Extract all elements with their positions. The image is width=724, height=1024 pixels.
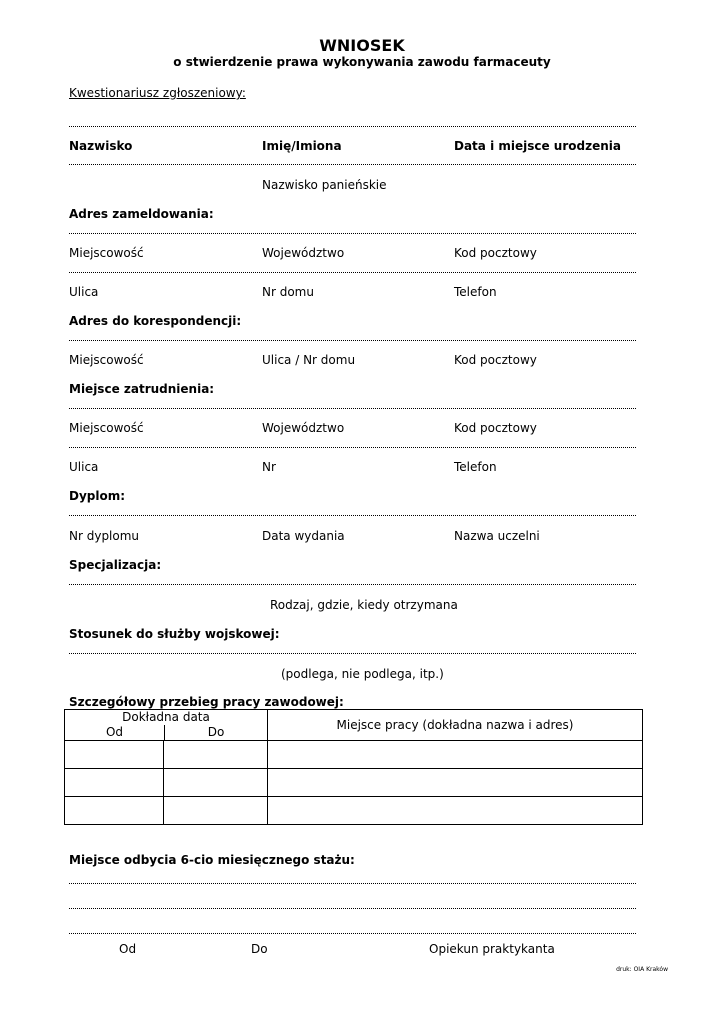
internship-heading: Miejsce odbycia 6-cio miesięcznego stażu:: [69, 853, 355, 867]
from-cell[interactable]: [65, 741, 164, 769]
diploma-date-label: Data wydania: [262, 529, 345, 543]
diploma-heading: Dyplom:: [69, 489, 126, 503]
registered-address-heading: Adres zameldowania:: [69, 207, 214, 221]
place-cell[interactable]: [268, 741, 643, 769]
workplace-province-label: Województwo: [262, 421, 345, 435]
internship-line-3[interactable]: [69, 933, 636, 934]
correspondence-heading: Adres do korespondencji:: [69, 314, 242, 328]
specialization-line[interactable]: [69, 584, 636, 585]
workplace-phone-label: Telefon: [454, 460, 497, 474]
date-header-cell: [65, 710, 268, 741]
from-cell[interactable]: [65, 797, 164, 825]
questionnaire-label: Kwestionariusz zgłoszeniowy:: [69, 86, 246, 100]
table-row: [65, 769, 643, 797]
workplace-postal-label: Kod pocztowy: [454, 421, 537, 435]
workplace-street-label: Ulica: [69, 460, 99, 474]
diploma-line[interactable]: [69, 515, 636, 516]
workplace-line-1[interactable]: [69, 408, 636, 409]
workplace-heading: Miejsce zatrudnienia:: [69, 382, 215, 396]
surname-label: Nazwisko: [69, 139, 133, 153]
print-note: druk: OIA Kraków: [616, 966, 668, 973]
specialization-caption: Rodzaj, gdzie, kiedy otrzymana: [270, 598, 458, 612]
military-heading: Stosunek do służby wojskowej:: [69, 627, 280, 641]
to-cell[interactable]: [164, 741, 268, 769]
registered-postal-label: Kod pocztowy: [454, 246, 537, 260]
form-title: WNIOSEK: [319, 36, 405, 55]
form-subtitle: o stwierdzenie prawa wykonywania zawodu farmaceuty: [173, 55, 551, 69]
table-row: [65, 741, 643, 769]
internship-line-2[interactable]: [69, 908, 636, 909]
work-history-table: [64, 709, 643, 741]
work-history-heading: Szczegółowy przebieg pracy zawodowej:: [69, 695, 344, 709]
place-cell[interactable]: [268, 769, 643, 797]
correspondence-line[interactable]: [69, 340, 636, 341]
to-cell[interactable]: [164, 769, 268, 797]
internship-to-label: Do: [251, 942, 268, 956]
maiden-name-label: Nazwisko panieńskie: [262, 178, 387, 192]
registered-address-line-1[interactable]: [69, 233, 636, 234]
specialization-heading: Specjalizacja:: [69, 558, 162, 572]
workplace-city-label: Miejscowość: [69, 421, 144, 435]
first-names-label: Imię/Imiona: [262, 139, 342, 153]
date-header-label: Dokładna data: [122, 710, 210, 724]
registered-province-label: Województwo: [262, 246, 345, 260]
internship-line-1[interactable]: [69, 883, 636, 884]
place-header-label: Miejsce pracy (dokładna nazwa i adres): [268, 710, 643, 741]
surname-line[interactable]: [69, 126, 636, 127]
maiden-name-line[interactable]: [69, 164, 636, 165]
workplace-line-2[interactable]: [69, 447, 636, 448]
place-cell[interactable]: [268, 797, 643, 825]
table-row: [65, 797, 643, 825]
correspondence-postal-label: Kod pocztowy: [454, 353, 537, 367]
workplace-number-label: Nr: [262, 460, 276, 474]
registered-street-label: Ulica: [69, 285, 99, 299]
diploma-university-label: Nazwa uczelni: [454, 529, 540, 543]
to-header-label: Do: [207, 725, 225, 739]
military-line[interactable]: [69, 653, 636, 654]
registered-address-line-2[interactable]: [69, 272, 636, 273]
diploma-number-label: Nr dyplomu: [69, 529, 140, 543]
birth-label: Data i miejsce urodzenia: [454, 139, 621, 153]
from-header-label: Od: [105, 725, 124, 739]
internship-supervisor-label: Opiekun praktykanta: [429, 942, 555, 956]
correspondence-street-label: Ulica / Nr domu: [262, 353, 356, 367]
internship-from-label: Od: [119, 942, 137, 956]
work-history-body: [64, 740, 643, 825]
to-cell[interactable]: [164, 797, 268, 825]
registered-phone-label: Telefon: [454, 285, 497, 299]
from-cell[interactable]: [65, 769, 164, 797]
registered-house-label: Nr domu: [262, 285, 314, 299]
registered-city-label: Miejscowość: [69, 246, 144, 260]
correspondence-city-label: Miejscowość: [69, 353, 144, 367]
work-history-header-row: [65, 710, 643, 741]
military-caption: (podlega, nie podlega, itp.): [281, 667, 444, 681]
